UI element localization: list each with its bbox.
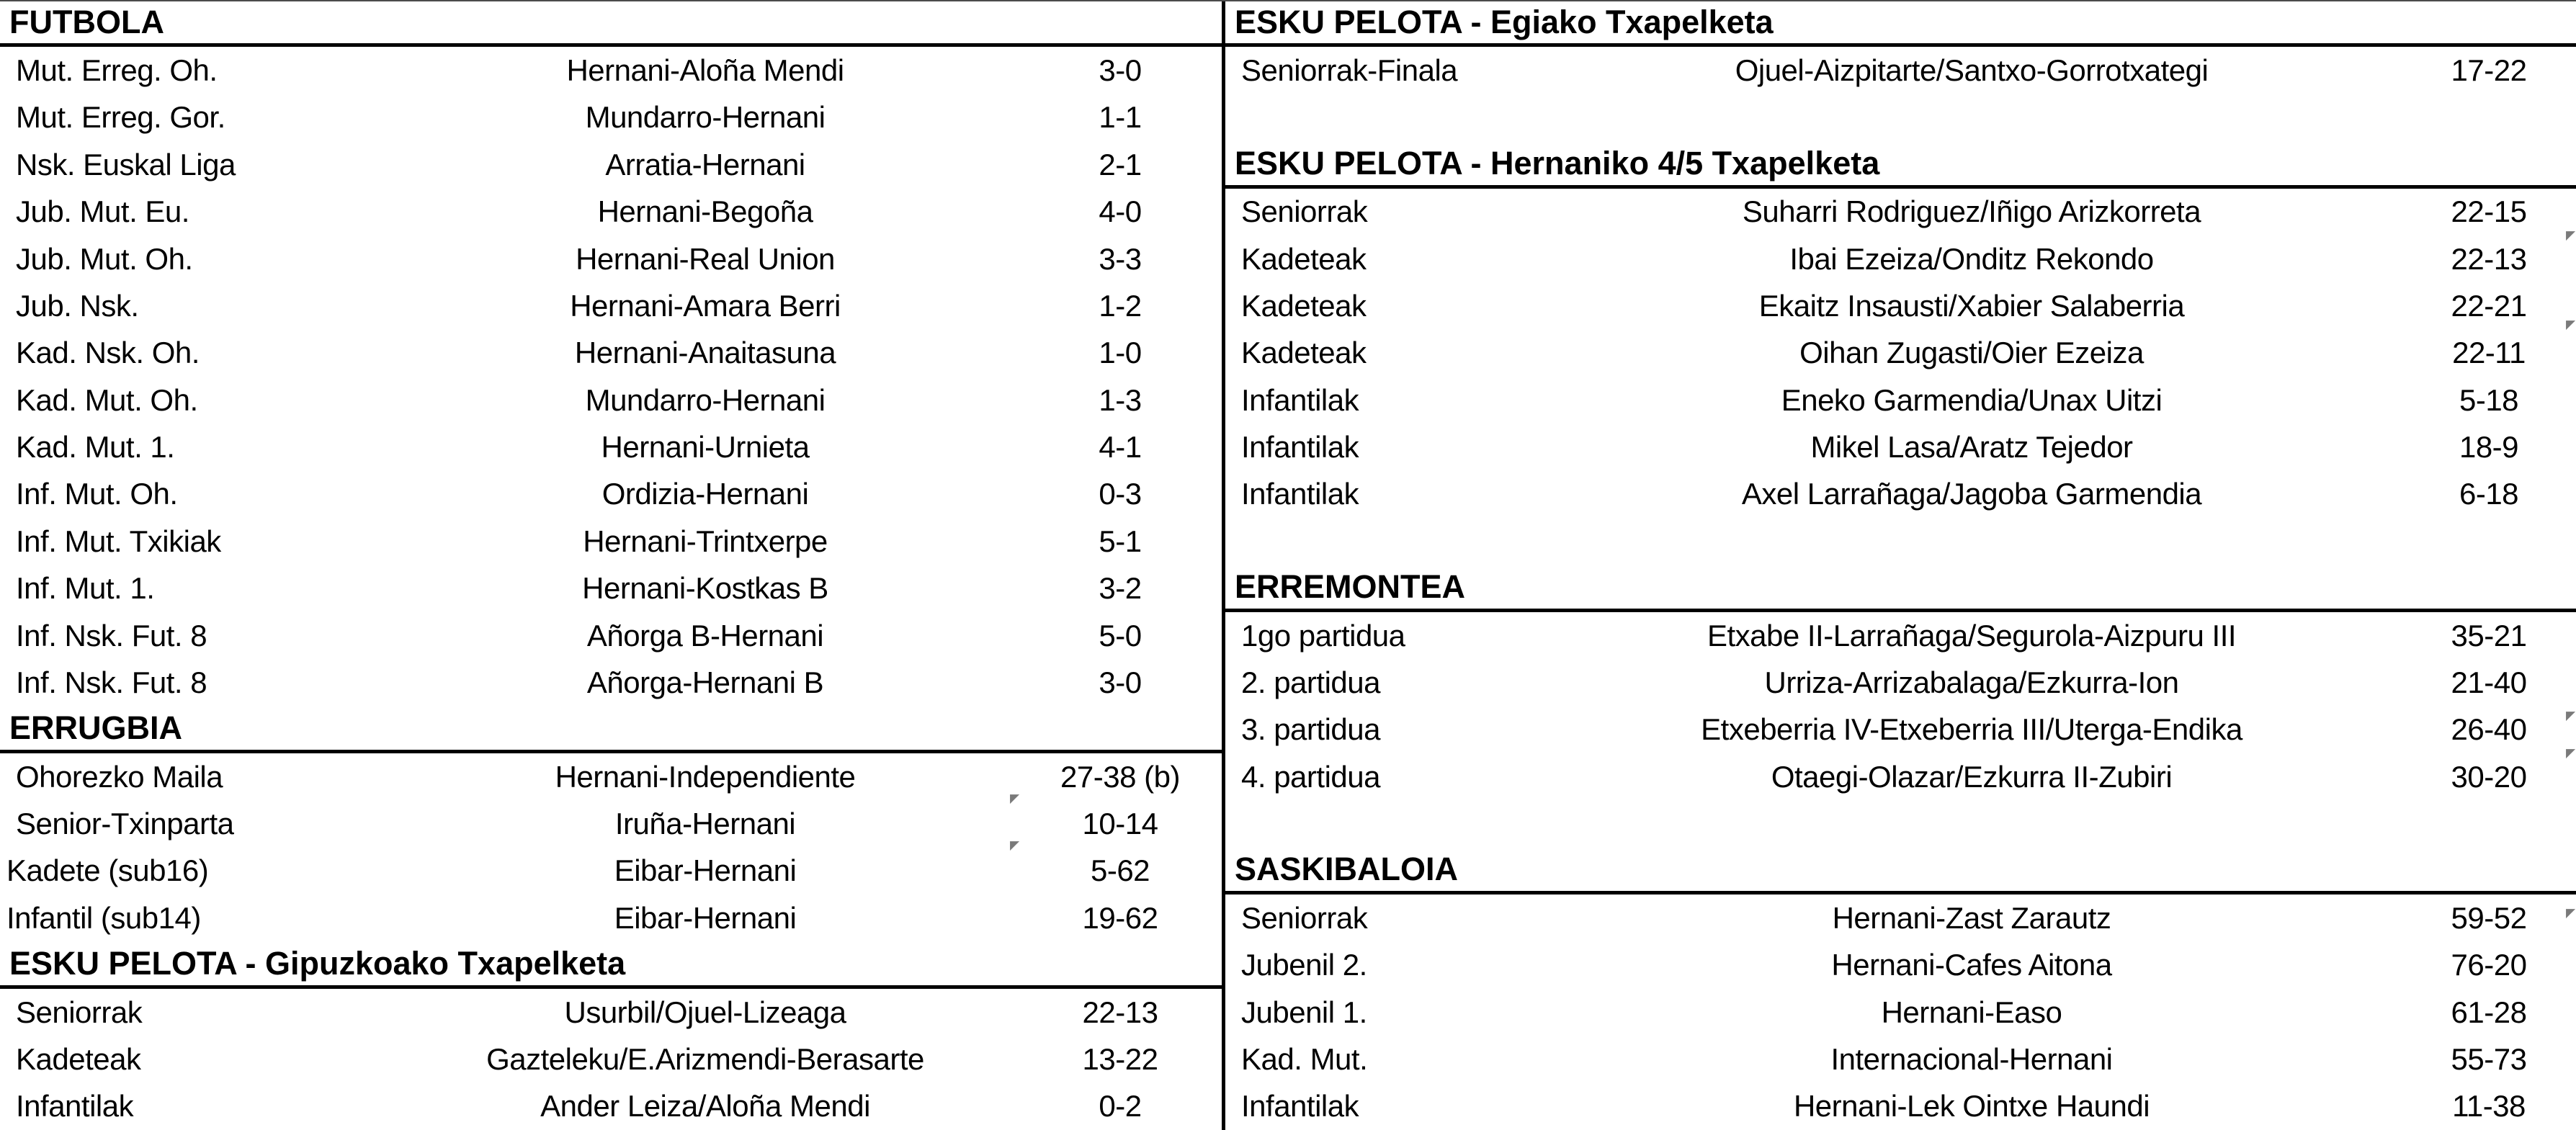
result-row <box>1225 236 2576 282</box>
match-cell: Mundarro-Hernani <box>585 100 826 135</box>
category-cell: Jubenil 1. <box>1241 995 1367 1029</box>
result-row <box>0 894 1222 941</box>
match-cell: Axel Larrañaga/Jagoba Garmendia <box>1741 477 2202 511</box>
match-cell: Mikel Lasa/Aratz Tejedor <box>1810 430 2133 465</box>
match-cell: Etxabe II-Larrañaga/Segurola-Aizpuru III <box>1707 618 2237 653</box>
score-cell: 6-18 <box>2459 477 2519 511</box>
result-row <box>0 47 1222 94</box>
print-artifact-mark: ◤ <box>2566 906 2576 920</box>
match-cell: Urriza-Arrizabalaga/Ezkurra-Ion <box>1764 665 2179 699</box>
result-row <box>0 800 1222 847</box>
top-border-line <box>0 0 2576 1</box>
result-row <box>0 753 1222 800</box>
section-header-esku-pelota-egiako-txapelketa: ESKU PELOTA - Egiako Txapelketa <box>1225 0 2576 47</box>
score-cell: 35-21 <box>2451 618 2527 653</box>
match-cell: Eneko Garmendia/Unax Uitzi <box>1781 382 2163 417</box>
match-cell: Hernani-Lek Ointxe Haundi <box>1793 1089 2150 1124</box>
result-row <box>0 1036 1222 1082</box>
score-cell: 22-21 <box>2451 288 2527 323</box>
category-cell: Kadeteak <box>1241 241 1367 276</box>
category-cell: Seniorrak-Finala <box>1241 53 1458 88</box>
score-cell: 30-20 <box>2451 759 2527 794</box>
result-row <box>0 471 1222 518</box>
spacer-row <box>1225 518 2576 565</box>
score-cell: 61-28 <box>2451 995 2527 1029</box>
score-cell: 55-73 <box>2451 1041 2527 1076</box>
match-cell: Usurbil/Ojuel-Lizeaga <box>564 995 846 1029</box>
section-header-errugbia: ERRUGBIA <box>0 707 1222 753</box>
category-cell: Infantilak <box>1241 1089 1359 1124</box>
match-cell: Hernani-Zast Zarautz <box>1832 900 2111 935</box>
result-row <box>1225 659 2576 706</box>
score-cell: 3-0 <box>1099 53 1142 88</box>
result-row <box>0 94 1222 141</box>
score-cell: 1-3 <box>1099 382 1142 417</box>
score-cell: 18-9 <box>2459 430 2519 465</box>
match-cell: Iruña-Hernani <box>614 807 796 841</box>
result-row <box>1225 707 2576 753</box>
result-row <box>0 565 1222 612</box>
spacer-row <box>1225 800 2576 847</box>
score-cell: 17-22 <box>2451 53 2527 88</box>
category-cell: Inf. Mut. Oh. <box>16 477 178 511</box>
match-cell: Hernani-Easo <box>1881 995 2062 1029</box>
score-cell: 13-22 <box>1082 1041 1158 1076</box>
category-cell: Kadeteak <box>16 1041 141 1076</box>
score-cell: 76-20 <box>2451 948 2527 982</box>
result-row <box>1225 377 2576 423</box>
category-cell: Inf. Nsk. Fut. 8 <box>16 618 207 653</box>
match-cell: Hernani-Kostkas B <box>582 571 828 606</box>
category-cell: 2. partidua <box>1241 665 1380 699</box>
match-cell: Añorga B-Hernani <box>586 618 824 653</box>
category-cell: Kad. Mut. 1. <box>16 430 175 465</box>
category-cell: Nsk. Euskal Liga <box>16 147 236 181</box>
match-cell: Otaegi-Olazar/Ezkurra II-Zubiri <box>1771 759 2173 794</box>
score-cell: 1-2 <box>1099 288 1142 323</box>
score-cell: 1-1 <box>1099 100 1142 135</box>
result-row <box>1225 282 2576 329</box>
result-row <box>1225 753 2576 800</box>
category-cell: 1go partidua <box>1241 618 1405 653</box>
category-cell: 3. partidua <box>1241 712 1380 747</box>
score-cell: 0-3 <box>1099 477 1142 511</box>
match-cell: Arratia-Hernani <box>605 147 805 181</box>
match-cell: Hernani-Aloña Mendi <box>566 53 844 88</box>
category-cell: 4. partidua <box>1241 759 1380 794</box>
score-cell: 27-38 (b) <box>1060 759 1180 794</box>
score-cell: 5-62 <box>1090 853 1150 888</box>
score-cell: 22-11 <box>2452 336 2526 370</box>
spacer-row <box>1225 94 2576 141</box>
category-cell: Jub. Mut. Oh. <box>16 241 193 276</box>
match-cell: Ekaitz Insausti/Xabier Salaberria <box>1758 288 2185 323</box>
category-cell: Inf. Nsk. Fut. 8 <box>16 665 207 699</box>
score-cell: 22-13 <box>1082 995 1158 1029</box>
score-cell: 59-52 <box>2451 900 2527 935</box>
score-cell: 2-1 <box>1099 147 1142 181</box>
score-cell: 19-62 <box>1082 900 1158 935</box>
match-cell: Hernani-Urnieta <box>601 430 810 465</box>
result-row <box>1225 330 2576 377</box>
score-cell: 5-1 <box>1099 524 1142 558</box>
category-cell: Infantilak <box>16 1089 134 1124</box>
result-row <box>0 377 1222 423</box>
result-row <box>1225 471 2576 518</box>
result-row <box>0 659 1222 706</box>
category-cell: Kadeteak <box>1241 288 1367 323</box>
match-cell: Mundarro-Hernani <box>585 382 826 417</box>
print-artifact-mark: ◤ <box>2566 746 2576 760</box>
category-cell: Mut. Erreg. Oh. <box>16 53 218 88</box>
match-cell: Hernani-Amara Berri <box>570 288 841 323</box>
category-cell: Kad. Mut. <box>1241 1041 1368 1076</box>
result-row <box>0 612 1222 659</box>
print-artifact-mark: ◤ <box>1010 838 1020 852</box>
category-cell: Seniorrak <box>1241 194 1368 229</box>
result-row <box>1225 612 2576 659</box>
result-row <box>1225 423 2576 470</box>
print-artifact-mark: ◤ <box>2566 318 2576 331</box>
section-header-esku-pelota-hernaniko-4-5-txapelketa: ESKU PELOTA - Hernaniko 4/5 Txapelketa <box>1225 141 2576 188</box>
category-cell: Infantil (sub14) <box>6 900 201 935</box>
score-cell: 1-0 <box>1099 336 1142 370</box>
left-column-panel <box>0 0 1222 1130</box>
result-row <box>0 1083 1222 1130</box>
category-cell: Kadeteak <box>1241 336 1367 370</box>
result-row <box>1225 189 2576 236</box>
result-row <box>0 236 1222 282</box>
result-row <box>1225 47 2576 94</box>
category-cell: Kad. Mut. Oh. <box>16 382 198 417</box>
match-cell: Hernani-Anaitasuna <box>574 336 836 370</box>
result-row <box>1225 1083 2576 1130</box>
category-cell: Mut. Erreg. Gor. <box>16 100 225 135</box>
score-cell: 22-13 <box>2451 241 2527 276</box>
match-cell: Hernani-Independiente <box>555 759 856 794</box>
category-cell: Seniorrak <box>1241 900 1368 935</box>
score-cell: 3-0 <box>1099 665 1142 699</box>
score-cell: 21-40 <box>2451 665 2527 699</box>
score-cell: 22-15 <box>2451 194 2527 229</box>
category-cell: Senior-Txinparta <box>16 807 234 841</box>
print-artifact-mark: ◤ <box>2566 228 2576 242</box>
result-row <box>0 141 1222 188</box>
category-cell: Jub. Mut. Eu. <box>16 194 189 229</box>
match-cell: Añorga-Hernani B <box>586 665 824 699</box>
section-header-futbola: FUTBOLA <box>0 0 1222 47</box>
result-row <box>0 330 1222 377</box>
result-row <box>1225 989 2576 1036</box>
category-cell: Jub. Nsk. <box>16 288 139 323</box>
result-row <box>0 989 1222 1036</box>
section-header-saskibaloia: SASKIBALOIA <box>1225 848 2576 894</box>
category-cell: Infantilak <box>1241 430 1359 465</box>
match-cell: Gazteleku/E.Arizmendi-Berasarte <box>486 1041 924 1076</box>
category-cell: Kad. Nsk. Oh. <box>16 336 200 370</box>
score-cell: 5-18 <box>2459 382 2519 417</box>
match-cell: Ordizia-Hernani <box>601 477 809 511</box>
result-row <box>1225 1036 2576 1082</box>
category-cell: Infantilak <box>1241 382 1359 417</box>
category-cell: Jubenil 2. <box>1241 948 1367 982</box>
score-cell: 3-3 <box>1099 241 1142 276</box>
score-cell: 3-2 <box>1099 571 1142 606</box>
category-cell: Seniorrak <box>16 995 143 1029</box>
result-row <box>0 848 1222 894</box>
match-cell: Hernani-Trintxerpe <box>583 524 828 558</box>
category-cell: Inf. Mut. 1. <box>16 571 155 606</box>
match-cell: Hernani-Begoña <box>597 194 813 229</box>
result-row <box>1225 894 2576 941</box>
print-artifact-mark: ◤ <box>2566 709 2576 722</box>
match-cell: Ojuel-Aizpitarte/Santxo-Gorrotxategi <box>1735 53 2209 88</box>
score-cell: 4-0 <box>1099 194 1142 229</box>
category-cell: Infantilak <box>1241 477 1359 511</box>
section-header-erremontea: ERREMONTEA <box>1225 565 2576 612</box>
match-cell: Suharri Rodriguez/Iñigo Arizkorreta <box>1742 194 2201 229</box>
section-header-esku-pelota-gipuzkoako-txapelketa: ESKU PELOTA - Gipuzkoako Txapelketa <box>0 942 1222 989</box>
score-cell: 4-1 <box>1099 430 1142 465</box>
result-row <box>0 518 1222 565</box>
result-row <box>0 189 1222 236</box>
score-cell: 10-14 <box>1082 807 1158 841</box>
result-row <box>0 423 1222 470</box>
score-cell: 11-38 <box>2452 1089 2526 1124</box>
category-cell: Inf. Mut. Txikiak <box>16 524 221 558</box>
category-cell: Kadete (sub16) <box>6 853 209 888</box>
result-row <box>1225 942 2576 989</box>
score-cell: 0-2 <box>1099 1089 1142 1124</box>
score-cell: 26-40 <box>2451 712 2527 747</box>
match-cell: Eibar-Hernani <box>614 900 797 935</box>
match-cell: Eibar-Hernani <box>614 853 797 888</box>
right-column-panel <box>1225 0 2576 1130</box>
result-row <box>0 282 1222 329</box>
column-divider-line <box>1222 0 1225 1130</box>
print-artifact-mark: ◤ <box>1010 792 1020 805</box>
match-cell: Ibai Ezeiza/Onditz Rekondo <box>1789 241 2154 276</box>
match-cell: Ander Leiza/Aloña Mendi <box>540 1089 870 1124</box>
score-cell: 5-0 <box>1099 618 1142 653</box>
match-cell: Hernani-Real Union <box>576 241 835 276</box>
match-cell: Etxeberria IV-Etxeberria III/Uterga-Endika <box>1701 712 2242 747</box>
match-cell: Internacional-Hernani <box>1830 1041 2113 1076</box>
match-cell: Oihan Zugasti/Oier Ezeiza <box>1799 336 2144 370</box>
category-cell: Ohorezko Maila <box>16 759 223 794</box>
match-cell: Hernani-Cafes Aitona <box>1831 948 2112 982</box>
